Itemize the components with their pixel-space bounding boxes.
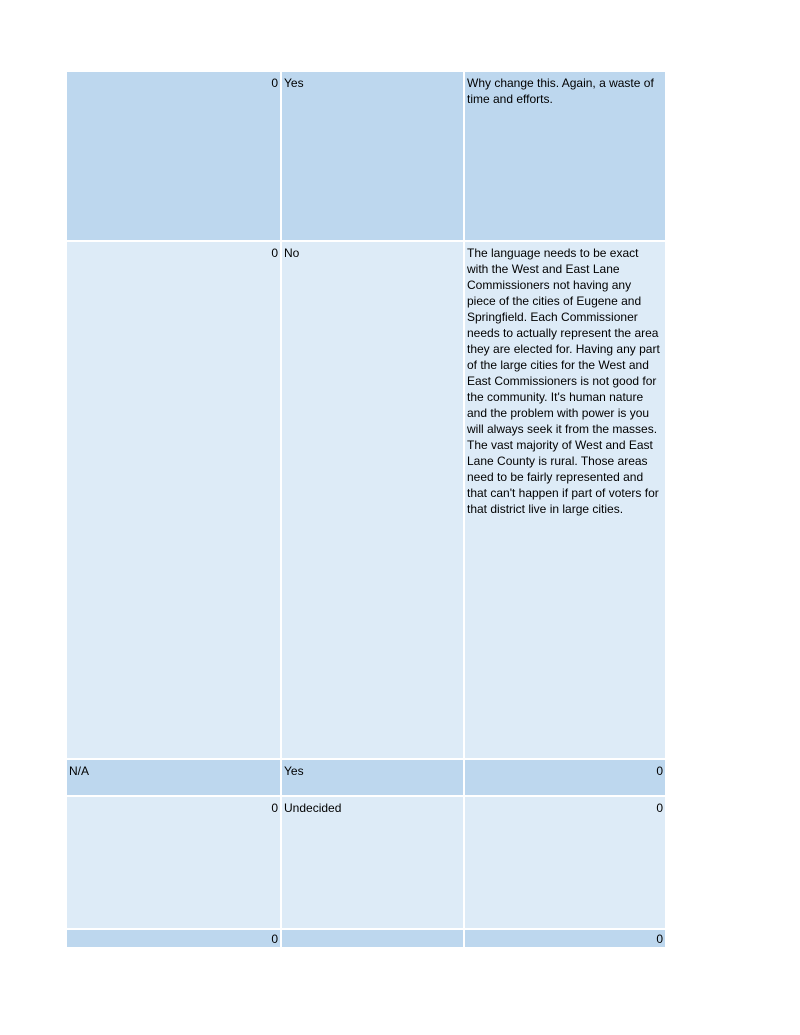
table-cell-count: 0: [67, 242, 280, 758]
table-cell-answer: Yes: [282, 760, 463, 795]
table-cell-count: N/A: [67, 760, 280, 795]
table-row: [67, 72, 665, 240]
table-cell-comment: 0: [465, 930, 665, 947]
spreadsheet-table: [67, 72, 665, 949]
table-cell-comment: Why change this. Again, a waste of time and efforts.: [465, 72, 665, 240]
table-cell-count: 0: [67, 930, 280, 947]
table-row: [67, 797, 665, 928]
table-cell-answer: Yes: [282, 72, 463, 240]
table-cell-answer: [282, 930, 463, 947]
table-cell-answer: No: [282, 242, 463, 758]
table-cell-answer: Undecided: [282, 797, 463, 928]
table-cell-count: 0: [67, 797, 280, 928]
table-cell-count: 0: [67, 72, 280, 240]
table-row: [67, 930, 665, 947]
table-cell-comment: The language needs to be exact with the West and East Lane Commissioners not having any piece of the cities of Eugene and Springfield. Each Commissioner needs to actually represent the area they are elected for. Having any part of the large cities for the West and East Commissioners is not good for the community. It's human nature and the problem with power is you will always seek it from the masses. The vast majority of West and East Lane County is rural. Those areas need to be fairly represented and that can't happen if part of voters for that district live in large cities.: [465, 242, 665, 758]
table-cell-comment: 0: [465, 760, 665, 795]
table-cell-comment: 0: [465, 797, 665, 928]
table-row: [67, 242, 665, 758]
table-row: [67, 760, 665, 795]
